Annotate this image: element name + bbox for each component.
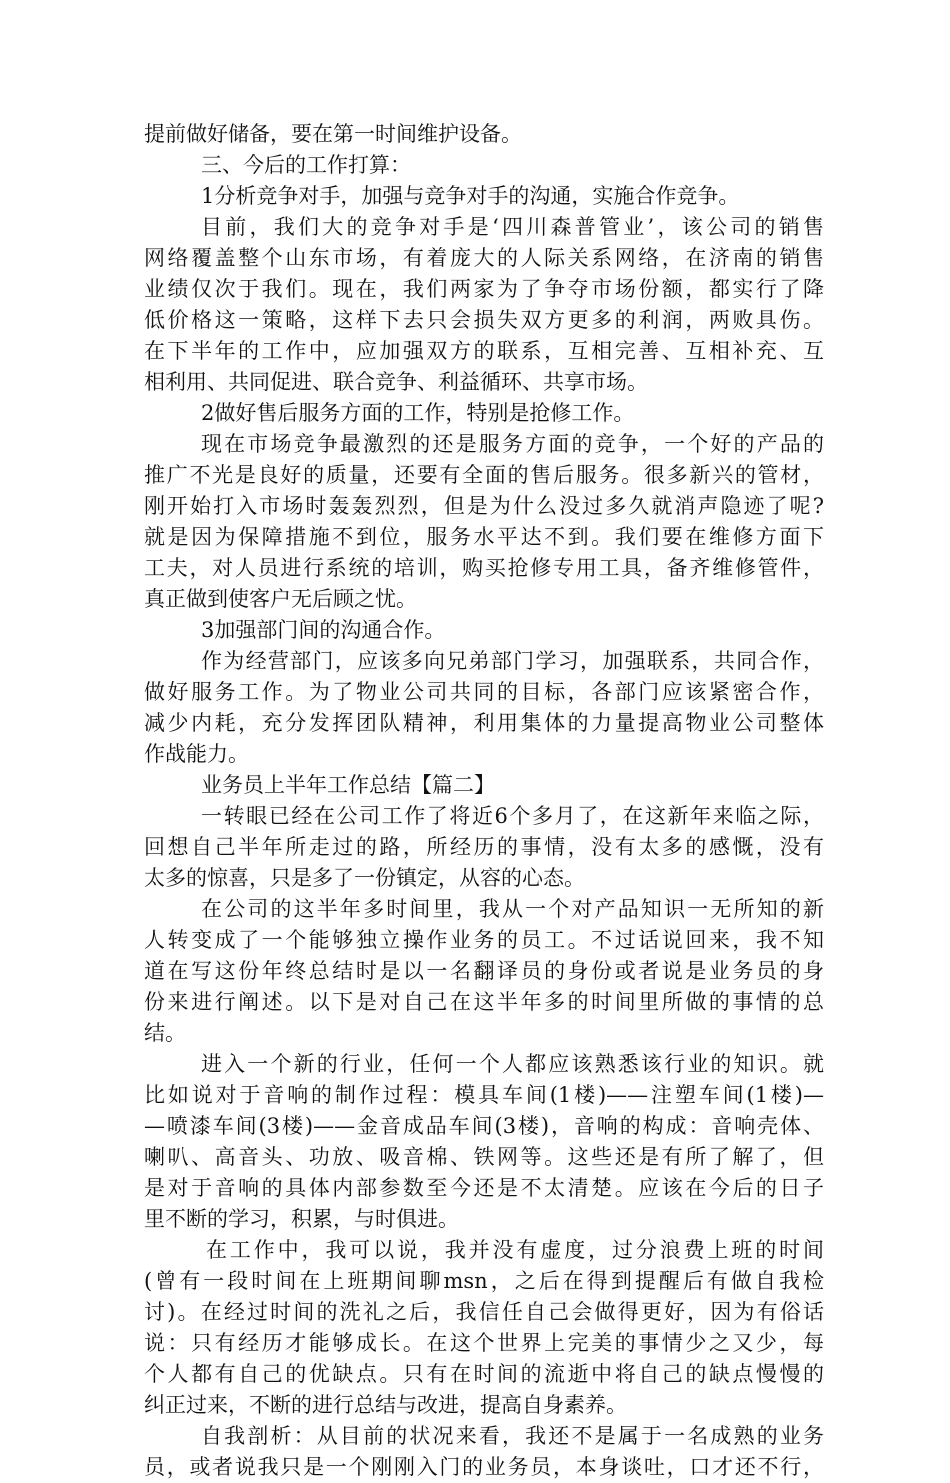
text-line: 真正做到使客户无后顾之忧。 <box>144 587 417 611</box>
text-line: 作战能力。 <box>144 742 249 766</box>
text-line: 推广不光是良好的质量，还要有全面的售后服务。很多新兴的管材， <box>144 463 824 487</box>
document-page <box>144 119 824 1483</box>
text-line: 里不断的学习，积累，与时俱进。 <box>144 1207 459 1231</box>
text-line: 提前做好储备，要在第一时间维护设备。 <box>144 122 522 146</box>
text-line: 自我剖析：从目前的状况来看，我还不是属于一名成熟的业务 <box>201 1424 824 1448</box>
text-line: 个人都有自己的优缺点。只有在时间的流逝中将自己的缺点慢慢的 <box>144 1362 824 1386</box>
text-line: 业务员上半年工作总结【篇二】 <box>201 773 495 797</box>
text-line: 1分析竞争对手，加强与竞争对手的沟通，实施合作竞争。 <box>201 184 740 208</box>
text-line: 在公司的这半年多时间里，我从一个对产品知识一无所知的新 <box>201 897 824 921</box>
text-line: 回想自己半年所走过的路，所经历的事情，没有太多的感慨，没有 <box>144 835 824 859</box>
text-line: 喇叭、高音头、功放、吸音棉、铁网等。这些还是有所了解了，但 <box>144 1145 824 1169</box>
text-line: 人转变成了一个能够独立操作业务的员工。不过话说回来，我不知 <box>144 928 824 952</box>
text-line: 减少内耗，充分发挥团队精神，利用集体的力量提高物业公司整体 <box>144 711 824 735</box>
text-line: 3加强部门间的沟通合作。 <box>201 618 446 642</box>
text-line: 进入一个新的行业，任何一个人都应该熟悉该行业的知识。就 <box>201 1052 824 1076</box>
text-line: 说：只有经历才能够成长。在这个世界上完美的事情少之又少，每 <box>144 1331 824 1355</box>
text-line: 太多的惊喜，只是多了一份镇定，从容的心态。 <box>144 866 585 890</box>
text-line: 三、今后的工作打算： <box>201 153 411 177</box>
text-line: 纠正过来，不断的进行总结与改进，提高自身素养。 <box>144 1393 627 1417</box>
text-line: 作为经营部门，应该多向兄弟部门学习，加强联系，共同合作， <box>201 649 824 673</box>
text-line: 员，或者说我只是一个刚刚入门的业务员，本身谈吐，口才还不行， <box>144 1455 824 1479</box>
text-line: 相利用、共同促进、联合竞争、利益循环、共享市场。 <box>144 370 648 394</box>
text-line: 在工作中，我可以说，我并没有虚度，过分浪费上班的时间 <box>206 1238 824 1262</box>
text-line: 业绩仅次于我们。现在，我们两家为了争夺市场份额，都实行了降 <box>144 277 824 301</box>
text-line: 低价格这一策略，这样下去只会损失双方更多的利润，两败具伤。 <box>144 308 824 332</box>
text-line: (曾有一段时间在上班期间聊msn，之后在得到提醒后有做自我检 <box>144 1269 824 1293</box>
text-line: 结。 <box>144 1021 186 1045</box>
text-line: 在下半年的工作中，应加强双方的联系，互相完善、互相补充、互 <box>144 339 824 363</box>
text-line: 做好服务工作。为了物业公司共同的目标，各部门应该紧密合作， <box>144 680 824 704</box>
text-line: 讨)。在经过时间的洗礼之后，我信任自己会做得更好，因为有俗话 <box>144 1300 824 1324</box>
text-line: 目前，我们大的竞争对手是‘四川森普管业’，该公司的销售 <box>201 215 824 239</box>
text-line: —喷漆车间(3楼)——金音成品车间(3楼)，音响的构成：音响壳体、 <box>144 1114 824 1138</box>
text-line: 是对于音响的具体内部参数至今还是不太清楚。应该在今后的日子 <box>144 1176 824 1200</box>
text-line: 工夫，对人员进行系统的培训，购买抢修专用工具，备齐维修管件， <box>144 556 824 580</box>
text-line: 道在写这份年终总结时是以一名翻译员的身份或者说是业务员的身 <box>144 959 824 983</box>
text-line: 一转眼已经在公司工作了将近6个多月了，在这新年来临之际， <box>201 804 824 828</box>
text-line: 比如说对于音响的制作过程：模具车间(1楼)——注塑车间(1楼)— <box>144 1083 824 1107</box>
text-line: 份来进行阐述。以下是对自己在这半年多的时间里所做的事情的总 <box>144 990 824 1014</box>
text-line: 就是因为保障措施不到位，服务水平达不到。我们要在维修方面下 <box>144 525 824 549</box>
text-line: 网络覆盖整个山东市场，有着庞大的人际关系网络，在济南的销售 <box>144 246 824 270</box>
text-line: 2做好售后服务方面的工作，特别是抢修工作。 <box>201 401 635 425</box>
text-line: 刚开始打入市场时轰轰烈烈，但是为什么没过多久就消声隐迹了呢? <box>144 494 824 518</box>
text-line: 现在市场竞争最激烈的还是服务方面的竞争，一个好的产品的 <box>201 432 824 456</box>
